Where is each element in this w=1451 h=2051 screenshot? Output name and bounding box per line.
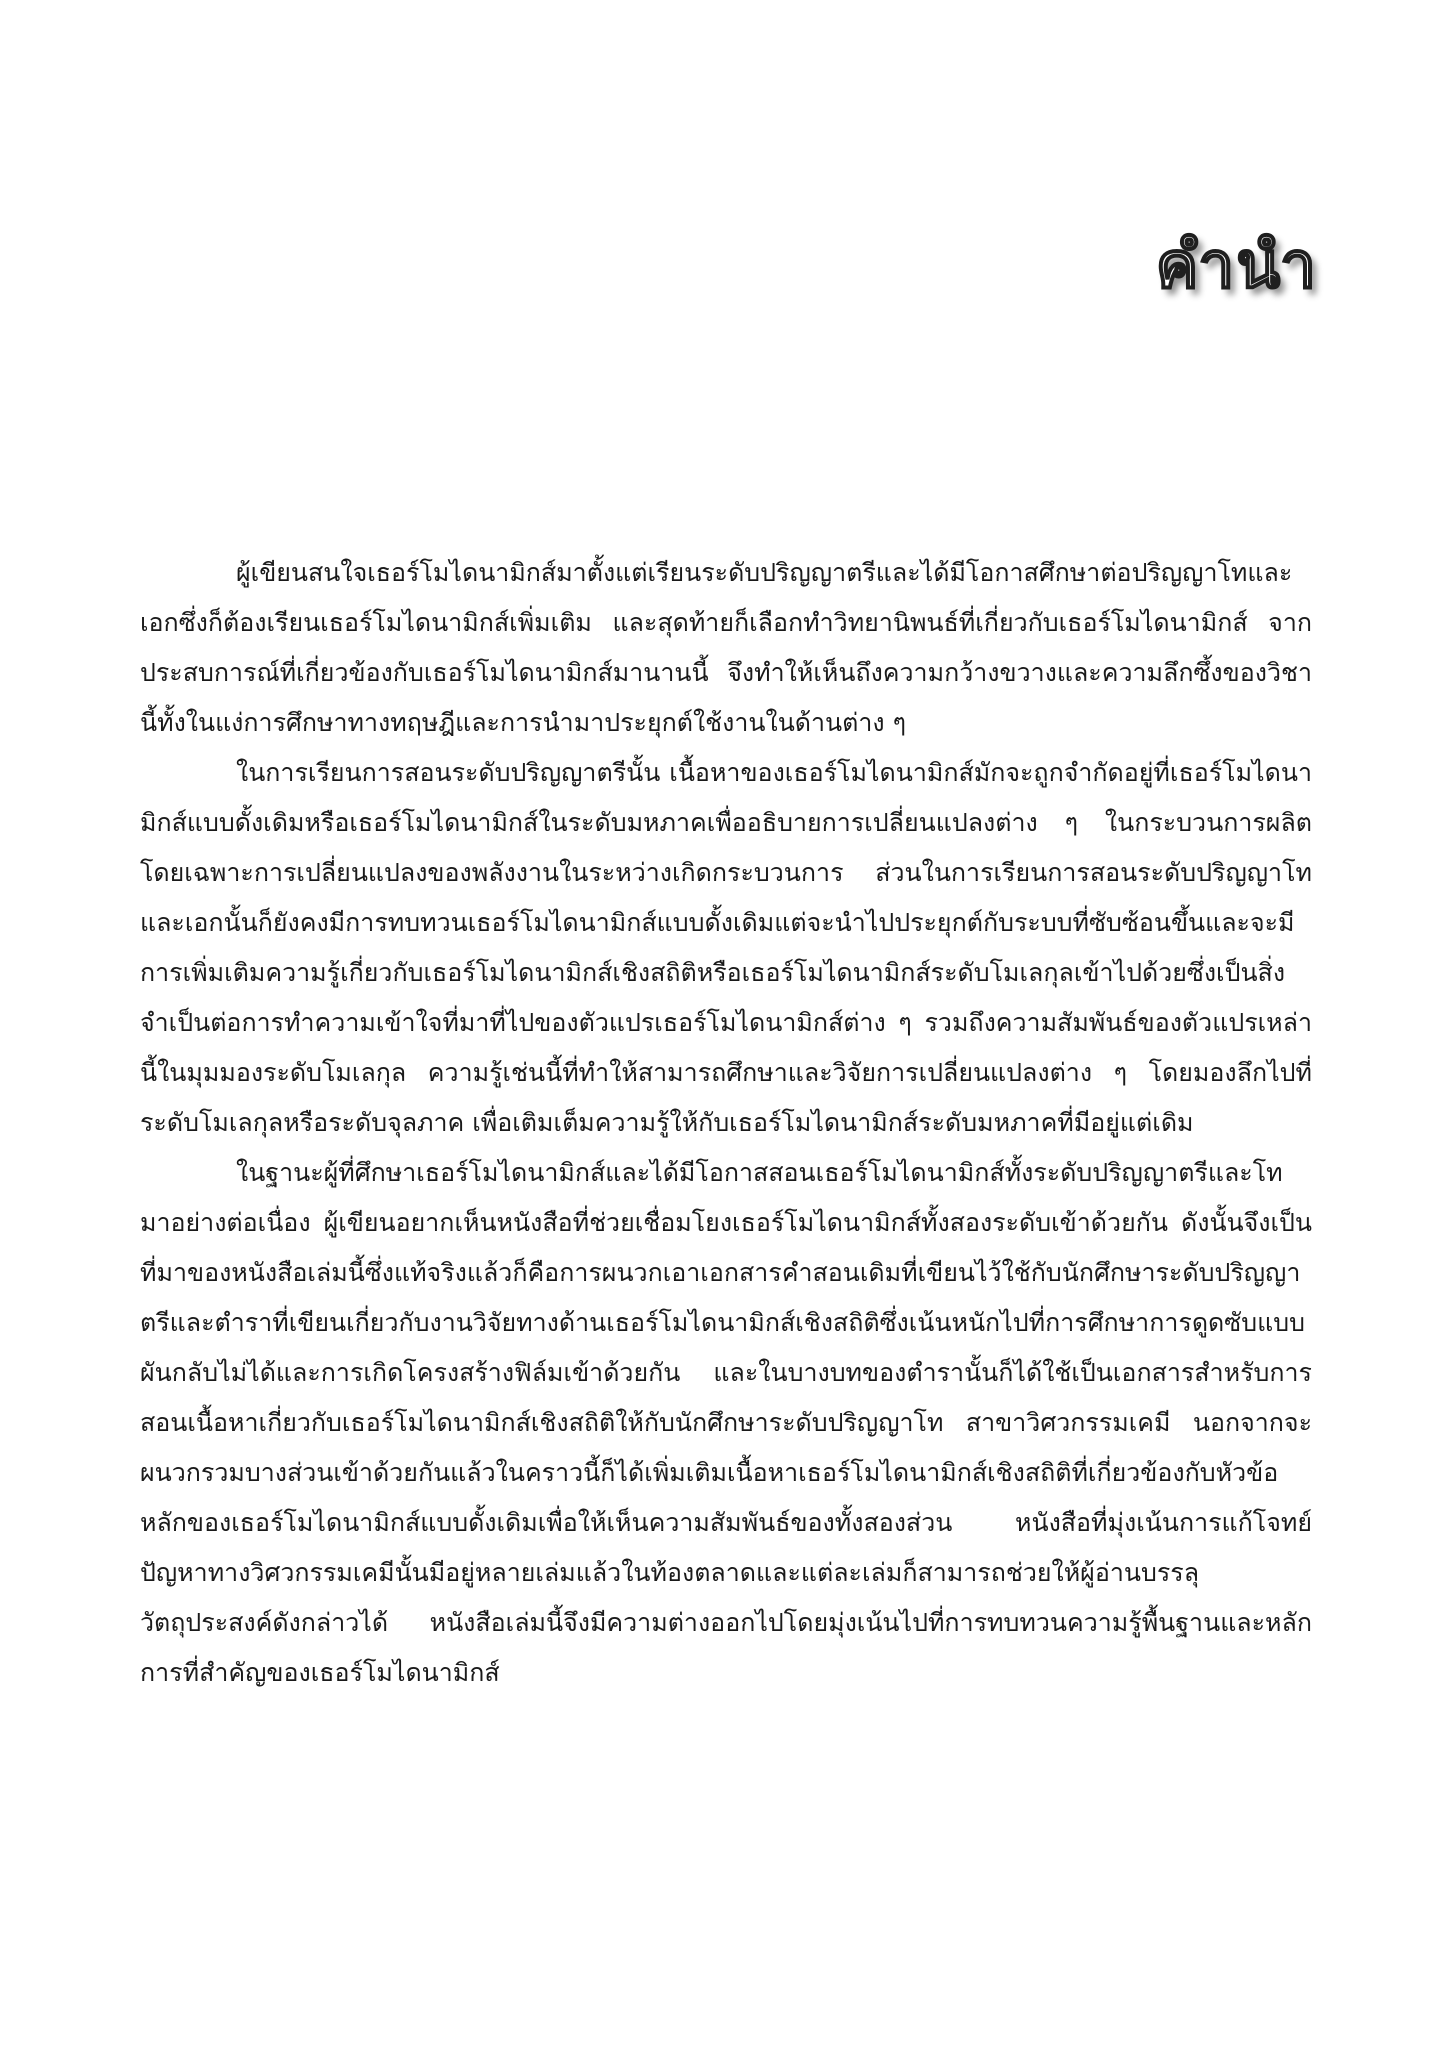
paragraph-3: ในฐานะผู้ที่ศึกษาเธอร์โมไดนามิกส์และได้มีโอกาสสอนเธอร์โมไดนามิกส์ทั้งระดับปริญญาตรีและโทมาอย่างต่อเนื่อง ผู้เขียนอยากเห็นหนังสือที่ช่วยเชื่อมโยงเธอร์โมไดนามิกส์ทั้งสองระดับเข้าด้วยกัน ดังนั้นจึงเป็นที่มาของหนังสือเล่มนี้ซึ่งแท้จริงแล้วก็คือการผนวกเอาเอกสารคำสอนเดิมที่เขียนไว้ใช้กับนักศึกษาระดับปริญญาตรีและตำราที่เขียนเกี่ยวกับงานวิจัยทางด้านเธอร์โมไดนามิกส์เชิงสถิติซึ่งเน้นหนักไปที่การศึกษาการดูดซับแบบผันกลับไม่ได้และการเกิดโครงสร้างฟิล์มเข้าด้วยกัน และในบางบทของตำรานั้นก็ได้ใช้เป็นเอกสารสำหรับการสอนเนื้อหาเกี่ยวกับเธอร์โมไดนามิกส์เชิงสถิติให้กับนักศึกษาระดับปริญญาโท สาขาวิศวกรรมเคมี นอกจากจะผนวกรวมบางส่วนเข้าด้วยกันแล้วในคราวนี้ก็ได้เพิ่มเติมเนื้อหาเธอร์โมไดนามิกส์เชิงสถิติที่เกี่ยวข้องกับหัวข้อหลักของเธอร์โมไดนามิกส์แบบดั้งเดิมเพื่อให้เห็นความสัมพันธ์ของทั้งสองส่วน หนังสือที่มุ่งเน้นการแก้โจทย์ปัญหาทางวิศวกรรมเคมีนั้นมีอยู่หลายเล่มแล้วในท้องตลาดและแต่ละเล่มก็สามารถช่วยให้ผู้อ่านบรรลุวัตถุประสงค์ดังกล่าวได้ หนังสือเล่มนี้จึงมีความต่างออกไปโดยมุ่งเน้นไปที่การทบทวนความรู้พื้นฐานและหลักการที่สำคัญของเธอร์โมไดนามิกส์ xyxy=(140,1158,1312,1687)
paragraph-1: ผู้เขียนสนใจเธอร์โมไดนามิกส์มาตั้งแต่เรียนระดับปริญญาตรีและได้มีโอกาสศึกษาต่อปริญญาโทและเอกซึ่งก็ต้องเรียนเธอร์โมไดนามิกส์เพิ่มเติม และสุดท้ายก็เลือกทำวิทยานิพนธ์ที่เกี่ยวกับเธอร์โมไดนามิกส์ จากประสบการณ์ที่เกี่ยวข้องกับเธอร์โมไดนามิกส์มานานนี้ จึงทำให้เห็นถึงความกว้างขวางและความลึกซึ้งของวิชานี้ทั้งในแง่การศึกษาทางทฤษฎีและการนำมาประยุกต์ใช้งานในด้านต่าง ๆ xyxy=(140,558,1312,737)
body-text xyxy=(140,548,1312,1698)
paragraph-2: ในการเรียนการสอนระดับปริญญาตรีนั้น เนื้อหาของเธอร์โมไดนามิกส์มักจะถูกจำกัดอยู่ที่เธอร์โมไดนามิกส์แบบดั้งเดิมหรือเธอร์โมไดนามิกส์ในระดับมหภาคเพื่ออธิบายการเปลี่ยนแปลงต่าง ๆ ในกระบวนการผลิต โดยเฉพาะการเปลี่ยนแปลงของพลังงานในระหว่างเกิดกระบวนการ ส่วนในการเรียนการสอนระดับปริญญาโทและเอกนั้นก็ยังคงมีการทบทวนเธอร์โมไดนามิกส์แบบดั้งเดิมแต่จะนำไปประยุกต์กับระบบที่ซับซ้อนขึ้นและจะมีการเพิ่มเติมความรู้เกี่ยวกับเธอร์โมไดนามิกส์เชิงสถิติหรือเธอร์โมไดนามิกส์ระดับโมเลกุลเข้าไปด้วยซึ่งเป็นสิ่งจำเป็นต่อการทำความเข้าใจที่มาที่ไปของตัวแปรเธอร์โมไดนามิกส์ต่าง ๆ รวมถึงความสัมพันธ์ของตัวแปรเหล่านี้ในมุมมองระดับโมเลกุล ความรู้เช่นนี้ที่ทำให้สามารถศึกษาและวิจัยการเปลี่ยนแปลงต่าง ๆ โดยมองลึกไปที่ระดับโมเลกุลหรือระดับจุลภาค เพื่อเติมเต็มความรู้ให้กับเธอร์โมไดนามิกส์ระดับมหภาคที่มีอยู่แต่เดิม xyxy=(140,758,1312,1137)
page-title: คำนำ xyxy=(1155,229,1318,303)
